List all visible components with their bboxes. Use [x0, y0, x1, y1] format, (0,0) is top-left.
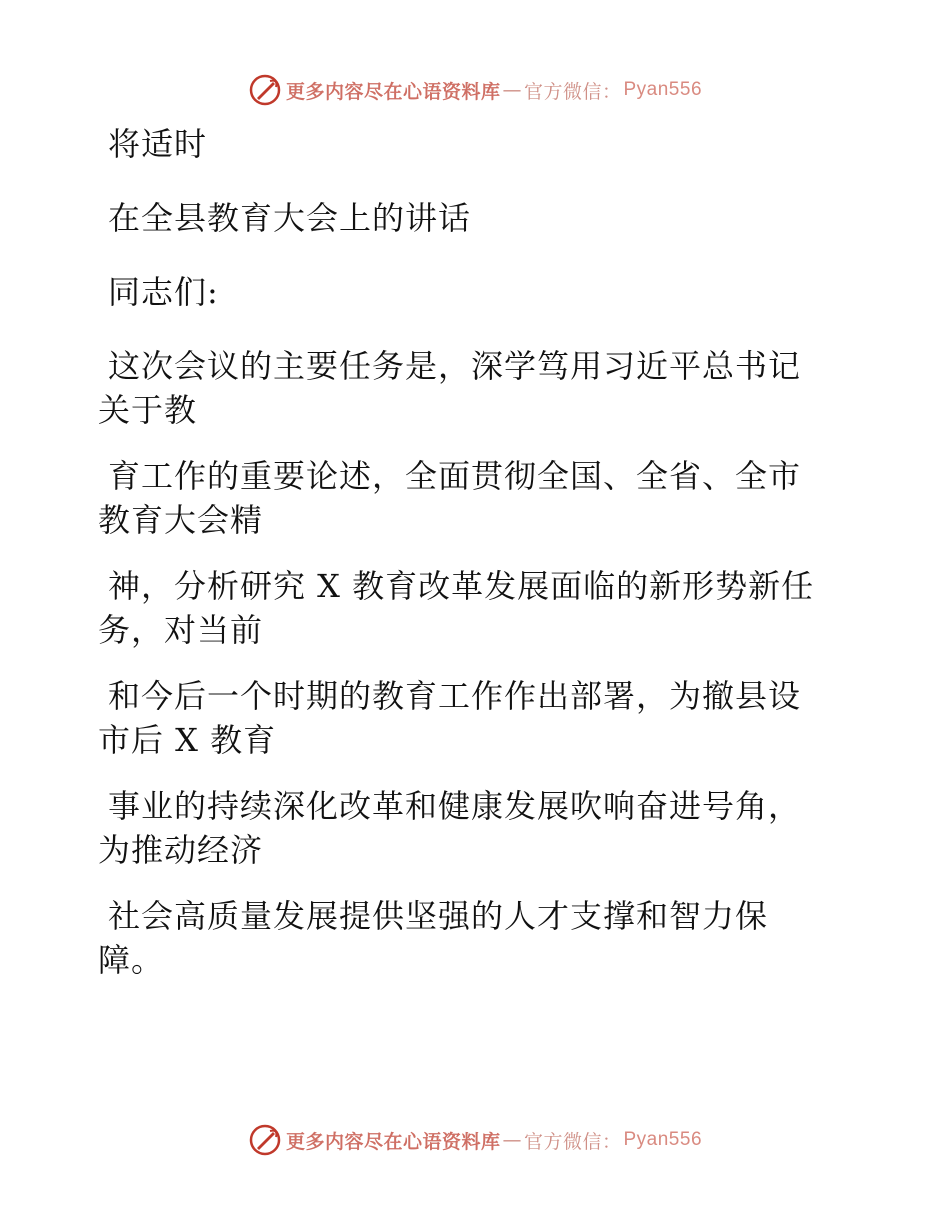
paragraph [98, 564, 858, 652]
watermark-wechat-label: 官方微信： [523, 1130, 622, 1153]
paragraph-line: 将适时 [108, 125, 208, 163]
watermark-separator: — [502, 1129, 522, 1151]
watermark-wechat-id: Pyan556 [623, 1129, 703, 1150]
salutation [98, 270, 858, 314]
paragraph-line: 神，分析研究 X 教育改革发展面临的新形势新任 [108, 567, 815, 605]
paragraph-line: 为推动经济 [98, 831, 264, 869]
speech-title [98, 196, 858, 240]
footer-watermark [0, 1120, 950, 1160]
paragraph [98, 784, 858, 872]
quill-pen-seal-icon [248, 73, 282, 107]
watermark-wechat-id: Pyan556 [623, 79, 703, 100]
paragraph-line: 关于教 [98, 391, 198, 429]
header-watermark [0, 70, 950, 110]
paragraph-line: 社会高质量发展提供坚强的人才支撑和智力保 [108, 897, 769, 935]
watermark-separator: — [502, 79, 522, 101]
paragraph-line: 育工作的重要论述，全面贯彻全国、全省、全市 [108, 457, 802, 495]
paragraph [98, 344, 858, 432]
watermark-title: 更多内容尽在心语资料库 [285, 1130, 501, 1153]
paragraph [98, 894, 858, 982]
paragraph-line: 同志们: [108, 273, 219, 311]
paragraph-line: 障。 [98, 941, 165, 979]
paragraph [98, 122, 858, 166]
paragraph-line: 在全县教育大会上的讲话 [108, 199, 472, 237]
paragraph-line: 这次会议的主要任务是，深学笃用习近平总书记 [108, 347, 802, 385]
paragraph-line: 和今后一个时期的教育工作作出部署，为撤县设 [108, 677, 802, 715]
paragraph-line: 教育大会精 [98, 501, 264, 539]
paragraph [98, 674, 858, 762]
watermark-title: 更多内容尽在心语资料库 [285, 80, 501, 103]
watermark-wechat-label: 官方微信： [523, 80, 622, 103]
document-body [98, 122, 858, 1004]
paragraph-line: 市后 X 教育 [98, 721, 277, 759]
paragraph-line: 务，对当前 [98, 611, 264, 649]
paragraph-line: 事业的持续深化改革和健康发展吹响奋进号角， [108, 787, 802, 825]
paragraph [98, 454, 858, 542]
quill-pen-seal-icon [248, 1123, 282, 1157]
